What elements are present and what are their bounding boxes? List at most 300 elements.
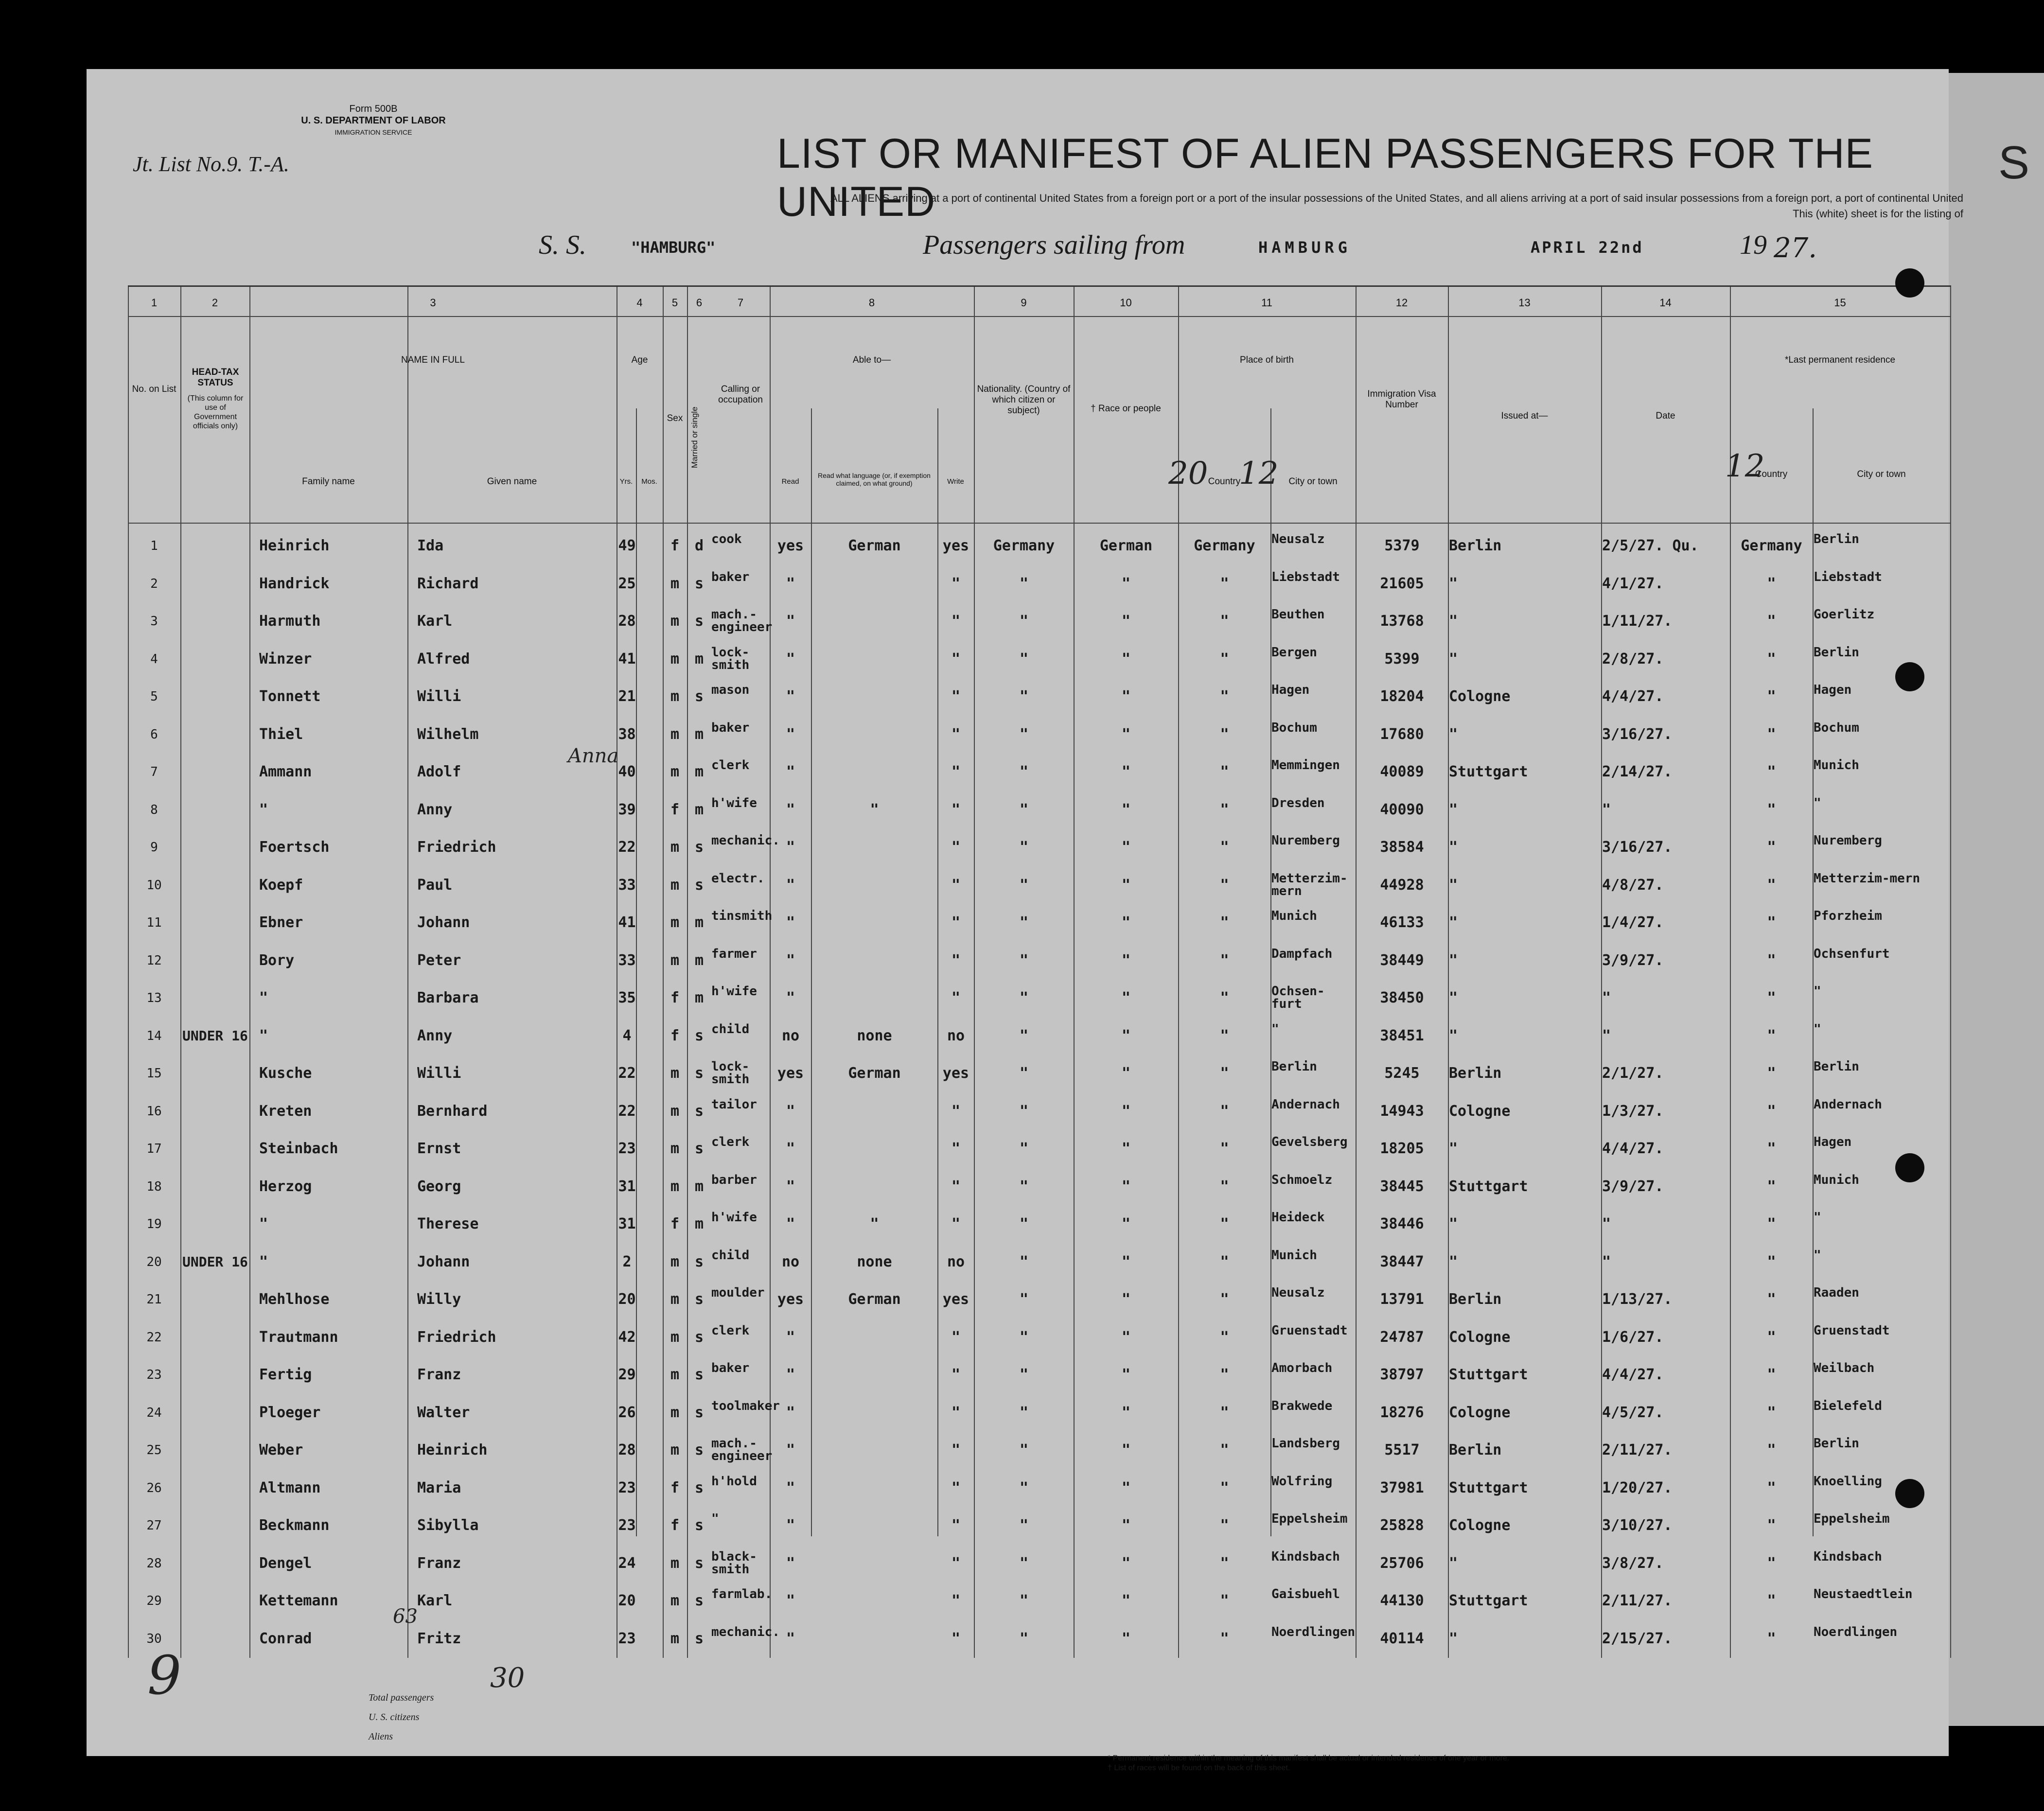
cell-date: 4/8/27. (1602, 876, 1664, 894)
cell-race: " (1121, 1178, 1131, 1195)
cell-sex: m (670, 1592, 680, 1609)
cell-ms: s (694, 688, 704, 705)
cell-read: " (786, 613, 795, 630)
cell-calling: cook (711, 532, 742, 546)
cell-res-city: Kindsbach (1814, 1549, 1882, 1564)
total-passengers-value: 30 (490, 1662, 525, 1694)
cell-country: " (1220, 1291, 1229, 1308)
cell-write: yes (942, 1291, 969, 1308)
cell-no: 25 (146, 1443, 162, 1458)
cell-write: " (951, 951, 961, 969)
cell-read: " (786, 688, 795, 705)
cell-date: 3/9/27. (1602, 951, 1664, 969)
cell-issued: Cologne (1449, 1328, 1511, 1346)
cell-calling: electr. (711, 871, 765, 886)
cell-race: " (1121, 951, 1131, 969)
header-age: Age (631, 355, 648, 365)
cell-res-city: Hagen (1814, 1135, 1852, 1149)
cell-country: " (1220, 1328, 1229, 1346)
header-calling: Calling or occupation (718, 384, 763, 405)
cell-visa: 38449 (1380, 951, 1424, 969)
table-row (128, 1172, 1951, 1213)
header-issued-at: Issued at— (1501, 411, 1548, 421)
cell-yrs: 28 (618, 1442, 636, 1459)
cell-res-city: Munich (1814, 1172, 1859, 1187)
cell-visa: 24787 (1380, 1328, 1424, 1346)
cell-race: " (1121, 1027, 1131, 1044)
table-row (128, 984, 1951, 1024)
cell-nationality: " (1019, 801, 1029, 818)
cell-yrs: 23 (618, 1630, 636, 1647)
cell-sex: f (670, 989, 680, 1006)
cell-family: " (259, 801, 268, 818)
cell-sex: f (670, 1027, 680, 1044)
cell-read: " (786, 1479, 795, 1496)
port-name: HAMBURG (1258, 238, 1351, 257)
cell-given: Sibylla (417, 1517, 479, 1534)
cell-res-country: " (1767, 1291, 1776, 1308)
cell-family: Ploeger (259, 1404, 321, 1421)
cell-family: Dengel (259, 1554, 312, 1572)
cell-res-city: Knoelling (1814, 1474, 1882, 1489)
cell-yrs: 20 (618, 1291, 636, 1308)
col-num-8: 8 (868, 297, 875, 309)
cell-calling: clerk (711, 758, 750, 773)
aliens-label: Aliens (369, 1731, 393, 1742)
cell-family: Trautmann (259, 1328, 338, 1346)
col-num-6: 6 (696, 297, 703, 309)
cell-res-country: " (1767, 801, 1776, 818)
cell-calling: moulder (711, 1285, 765, 1300)
sailing-date: APRIL 22nd (1531, 238, 1644, 257)
cell-issued: " (1449, 1630, 1458, 1647)
cell-issued: " (1449, 1215, 1458, 1232)
cell-res-country: " (1767, 725, 1776, 743)
cell-read: no (781, 1027, 800, 1044)
cell-calling: farmlab. (711, 1587, 773, 1601)
header-family-name: Family name (302, 476, 355, 487)
header-birth-city: City or town (1288, 476, 1338, 487)
total-passengers-label: Total passengers (369, 1692, 434, 1703)
cell-nationality: " (1019, 914, 1029, 931)
cell-ms: s (694, 1328, 704, 1346)
cell-race: " (1121, 1140, 1131, 1157)
cell-res-city: Andernach (1814, 1097, 1882, 1112)
cell-res-city: Pforzheim (1814, 909, 1882, 923)
cell-city: Neusalz (1271, 532, 1325, 546)
cell-nationality: " (1019, 839, 1029, 856)
cell-visa: 38445 (1380, 1178, 1424, 1195)
cell-res-country: " (1767, 613, 1776, 630)
cell-ms: m (694, 650, 704, 668)
cell-yrs: 28 (618, 613, 636, 630)
cell-race: " (1121, 1215, 1131, 1232)
cell-calling: barber (711, 1172, 757, 1187)
cell-issued: " (1449, 839, 1458, 856)
handwritten-side-note: Anna (568, 745, 619, 767)
cell-no: 6 (150, 727, 158, 742)
cell-issued: " (1449, 1253, 1458, 1270)
cell-race: " (1121, 1102, 1131, 1120)
cell-country: " (1220, 650, 1229, 668)
cell-visa: 5399 (1384, 650, 1420, 668)
cell-write: " (951, 1554, 961, 1572)
cell-res-city: Weilbach (1814, 1361, 1875, 1375)
cell-nationality: " (1019, 1065, 1029, 1082)
cell-date: 1/11/27. (1602, 613, 1673, 630)
table-row (128, 683, 1951, 722)
cell-date: 3/16/27. (1602, 839, 1673, 856)
cell-yrs: 26 (618, 1404, 636, 1421)
cell-sex: m (670, 1178, 680, 1195)
table-row (128, 1285, 1951, 1325)
cell-date: " (1602, 1253, 1611, 1270)
cell-city: Bergen (1271, 645, 1317, 660)
cell-res-country: " (1767, 1554, 1776, 1572)
header-res-city: City or town (1857, 469, 1906, 479)
table-row (128, 1021, 1951, 1062)
cell-family: Mehlhose (259, 1291, 330, 1308)
header-head-tax-note: (This column for use of Government officials only) (187, 394, 244, 430)
cell-yrs: 21 (618, 688, 636, 705)
cell-ms: s (694, 1517, 704, 1534)
cell-ms: s (694, 1102, 704, 1120)
cell-city: Amorbach (1271, 1361, 1333, 1375)
cell-family: Beckmann (259, 1517, 330, 1534)
cell-visa: 38451 (1380, 1027, 1424, 1044)
cell-no: 18 (146, 1179, 162, 1194)
cell-country: " (1220, 1592, 1229, 1609)
cell-visa: 13791 (1380, 1291, 1424, 1308)
cell-sex: f (670, 1215, 680, 1232)
cell-race: " (1121, 650, 1131, 668)
cell-ms: s (694, 1366, 704, 1383)
cell-no: 4 (150, 651, 158, 667)
cell-visa: 13768 (1380, 613, 1424, 630)
cell-res-city: " (1814, 1021, 1821, 1037)
cell-country: " (1220, 1442, 1229, 1459)
cell-calling: toolmaker (711, 1398, 780, 1413)
handwritten-corner-mark: 9 (147, 1644, 181, 1706)
cell-given: Wilhelm (417, 725, 479, 743)
cell-country: " (1220, 1517, 1229, 1534)
cell-race: " (1121, 1253, 1131, 1270)
cell-issued: Cologne (1449, 1102, 1511, 1120)
handwritten-margin-mark: 63 (393, 1605, 418, 1628)
cell-ms: s (694, 575, 704, 592)
cell-country: " (1220, 613, 1229, 630)
cell-family: Tonnett (259, 688, 321, 705)
header-yrs: Yrs. (619, 477, 633, 486)
list-number: Jt. List No.9. T.-A. (133, 152, 289, 176)
cell-city: Andernach (1271, 1097, 1340, 1112)
cell-calling: child (711, 1021, 750, 1037)
cell-nationality: Germany (993, 537, 1055, 554)
cell-nationality: " (1019, 1442, 1029, 1459)
cell-country: " (1220, 1102, 1229, 1120)
cell-res-country: " (1767, 1065, 1776, 1082)
cell-family: Thiel (259, 725, 303, 743)
cell-date: " (1602, 989, 1611, 1006)
page-title: LIST OR MANIFEST OF ALIEN PASSENGERS FOR THE UNITED (777, 130, 1874, 225)
cell-visa: 38584 (1380, 839, 1424, 856)
cell-res-country: Germany (1741, 537, 1802, 554)
handwritten-birth-country-count: 20 (1168, 456, 1208, 492)
cell-given: Ernst (417, 1140, 461, 1157)
cell-visa: 21605 (1380, 575, 1424, 592)
cell-given: Maria (417, 1479, 461, 1496)
cell-given: Franz (417, 1554, 461, 1572)
cell-given: Johann (417, 914, 470, 931)
cell-ms: s (694, 1554, 704, 1572)
cell-no: 20 (146, 1254, 162, 1269)
cell-ms: m (694, 763, 704, 780)
cell-write: " (951, 725, 961, 743)
cell-city: Eppelsheim (1271, 1512, 1348, 1526)
cell-res-city: Berlin (1814, 1436, 1859, 1451)
cell-no: 10 (146, 878, 162, 893)
cell-ms: s (694, 876, 704, 894)
cell-family: Bory (259, 951, 295, 969)
cell-family: " (259, 989, 268, 1006)
cell-nationality: " (1019, 1592, 1029, 1609)
header-last-residence: *Last permanent residence (1784, 355, 1896, 365)
cell-race: " (1121, 1554, 1131, 1572)
cell-date: 3/10/27. (1602, 1517, 1673, 1534)
cell-country: " (1220, 1554, 1229, 1572)
cell-write: " (951, 1140, 961, 1157)
cell-given: Richard (417, 575, 479, 592)
cell-res-country: " (1767, 876, 1776, 894)
cell-visa: 18276 (1380, 1404, 1424, 1421)
cell-no: 12 (146, 953, 162, 968)
cell-write: yes (942, 537, 969, 554)
cell-race: " (1121, 914, 1131, 931)
cell-city: Schmoelz (1271, 1172, 1333, 1187)
header-write: Write (947, 477, 964, 486)
cell-visa: 38797 (1380, 1366, 1424, 1383)
cell-no: 19 (146, 1217, 162, 1231)
cell-sex: m (670, 1253, 680, 1270)
cell-ms: s (694, 1291, 704, 1308)
cell-race: " (1121, 1065, 1131, 1082)
cell-city: Brakwede (1271, 1398, 1333, 1413)
cell-family: Weber (259, 1442, 303, 1459)
cell-nationality: " (1019, 1027, 1029, 1044)
col-num-12: 12 (1395, 297, 1408, 309)
cell-issued: Stuttgart (1449, 1178, 1528, 1195)
cell-read: " (786, 876, 795, 894)
cell-ms: s (694, 1442, 704, 1459)
cell-calling: mechanic. (711, 1624, 780, 1639)
cell-no: 3 (150, 614, 158, 629)
cell-yrs: 49 (618, 537, 636, 554)
cell-calling: h'hold (711, 1474, 757, 1489)
cell-city: Metterzim-mern (1271, 871, 1348, 898)
cell-res-country: " (1767, 1253, 1776, 1270)
cell-res-city: Noerdlingen (1814, 1624, 1898, 1639)
cell-family: Conrad (259, 1630, 312, 1647)
cell-family: Altmann (259, 1479, 321, 1496)
cell-sex: m (670, 763, 680, 780)
cell-city: Bochum (1271, 720, 1317, 735)
cell-res-city: " (1814, 984, 1821, 999)
table-row (128, 1210, 1951, 1250)
cell-calling: " (711, 1512, 719, 1526)
cell-date: 1/6/27. (1602, 1328, 1664, 1346)
cell-date: 1/4/27. (1602, 914, 1664, 931)
cell-res-country: " (1767, 575, 1776, 592)
cell-write: yes (942, 1065, 969, 1082)
cell-read: " (786, 989, 795, 1006)
cell-write: " (951, 1517, 961, 1534)
cell-no: 13 (146, 991, 162, 1005)
cell-date: 2/15/27. (1602, 1630, 1673, 1647)
table-row (128, 1097, 1951, 1137)
cell-given: Friedrich (417, 839, 496, 856)
cell-city: Liebstadt (1271, 569, 1340, 584)
cell-given: Anny (417, 1027, 453, 1044)
cell-family: Ebner (259, 914, 303, 931)
cell-calling: tailor (711, 1097, 757, 1112)
table-row (128, 1549, 1951, 1589)
table-row (128, 1248, 1951, 1288)
table-row (128, 1135, 1951, 1175)
cell-race: " (1121, 1328, 1131, 1346)
header-married: Married or single (690, 406, 699, 469)
cell-read: " (786, 801, 795, 818)
cell-country: " (1220, 1027, 1229, 1044)
cell-visa: 40090 (1380, 801, 1424, 818)
table-row (128, 1474, 1951, 1514)
cell-res-city: Munich (1814, 758, 1859, 773)
cell-no: 16 (146, 1104, 162, 1119)
cell-date: 4/4/27. (1602, 1366, 1664, 1383)
cell-country: " (1220, 839, 1229, 856)
cell-language: German (848, 1291, 901, 1308)
cell-visa: 44130 (1380, 1592, 1424, 1609)
cell-res-country: " (1767, 839, 1776, 856)
cell-res-city: Goerlitz (1814, 607, 1875, 622)
col-num-10: 10 (1120, 297, 1132, 309)
cell-yrs: 40 (618, 763, 636, 780)
cell-given: Karl (417, 613, 453, 630)
cell-sex: m (670, 650, 680, 668)
cell-family: Winzer (259, 650, 312, 668)
cell-yrs: 38 (618, 725, 636, 743)
cell-no: 27 (146, 1518, 162, 1533)
cell-given: Georg (417, 1178, 461, 1195)
cell-given: Adolf (417, 763, 461, 780)
ss-label: S. S. (539, 230, 586, 260)
cell-nationality: " (1019, 650, 1029, 668)
cell-date: 2/5/27. Qu. (1602, 537, 1699, 554)
cell-no: 28 (146, 1556, 162, 1571)
year-prefix: 19 (1740, 230, 1767, 260)
cell-res-country: " (1767, 989, 1776, 1006)
cell-country: " (1220, 725, 1229, 743)
cell-visa: 37981 (1380, 1479, 1424, 1496)
cell-given: Willi (417, 688, 461, 705)
cell-race: " (1121, 801, 1131, 818)
cell-nationality: " (1019, 876, 1029, 894)
cell-res-country: " (1767, 1027, 1776, 1044)
cell-nationality: " (1019, 1630, 1029, 1647)
cell-date: 3/8/27. (1602, 1554, 1664, 1572)
cell-no: 1 (150, 539, 158, 553)
cell-issued: Berlin (1449, 1291, 1502, 1308)
header-visa: Immigration Visa Number (1367, 389, 1436, 410)
cell-res-city: Berlin (1814, 532, 1859, 546)
cell-ms: m (694, 725, 704, 743)
cell-issued: Cologne (1449, 1517, 1511, 1534)
adjacent-page-edge (1940, 73, 2044, 1726)
cell-yrs: 2 (622, 1253, 632, 1270)
cell-city: Nuremberg (1271, 833, 1340, 848)
cell-ms: m (694, 914, 704, 931)
cell-given: Friedrich (417, 1328, 496, 1346)
cell-ms: s (694, 1479, 704, 1496)
cell-sex: f (670, 1479, 680, 1496)
cell-no: 24 (146, 1405, 162, 1420)
col-num-2: 2 (211, 297, 218, 309)
cell-issued: " (1449, 1027, 1458, 1044)
header-birth-country: Country (1208, 476, 1241, 487)
subtitle-line-1: ALL ALIENS arriving at a port of continental United States from a foreign port or a port of the insular possessions of the United States, and all aliens arriving at a port of said insular possessions from a foreign port, a port of continental United (830, 192, 1963, 204)
cell-yrs: 22 (618, 839, 636, 856)
cell-calling: farmer (711, 946, 757, 961)
cell-read: " (786, 650, 795, 668)
cell-res-city: Metterzim-mern (1814, 871, 1921, 886)
cell-nationality: " (1019, 1366, 1029, 1383)
cell-ms: m (694, 989, 704, 1006)
header-race: † Race or people (1091, 404, 1161, 414)
cell-family: " (259, 1253, 268, 1270)
cell-nationality: " (1019, 1178, 1029, 1195)
cell-ms: s (694, 1253, 704, 1270)
cell-issued: Cologne (1449, 688, 1511, 705)
cell-sex: f (670, 1517, 680, 1534)
cell-no: 5 (150, 689, 158, 704)
table-row (128, 1398, 1951, 1439)
cell-calling: mechanic. (711, 833, 780, 848)
cell-yrs: 41 (618, 914, 636, 931)
cell-visa: 5379 (1384, 537, 1420, 554)
cell-yrs: 23 (618, 1517, 636, 1534)
cell-language: " (870, 801, 879, 818)
cell-issued: Berlin (1449, 1442, 1502, 1459)
cell-nationality: " (1019, 763, 1029, 780)
cell-issued: " (1449, 650, 1458, 668)
cell-write: " (951, 1215, 961, 1232)
cell-country: " (1220, 914, 1229, 931)
header-head-tax: HEAD-TAX STATUS (192, 367, 239, 388)
cell-language: none (857, 1253, 892, 1270)
cell-read: " (786, 1215, 795, 1232)
cell-yrs: 24 (618, 1554, 636, 1572)
table-row (128, 1059, 1951, 1099)
cell-res-country: " (1767, 1366, 1776, 1383)
cell-read: " (786, 1140, 795, 1157)
cell-given: Therese (417, 1215, 479, 1232)
cell-read: no (781, 1253, 800, 1270)
cell-date: 3/9/27. (1602, 1178, 1664, 1195)
header-able-to: Able to— (852, 355, 891, 365)
cell-res-country: " (1767, 650, 1776, 668)
col-num-9: 9 (1021, 297, 1027, 309)
cell-race: " (1121, 1479, 1131, 1496)
cell-issued: Berlin (1449, 1065, 1502, 1082)
